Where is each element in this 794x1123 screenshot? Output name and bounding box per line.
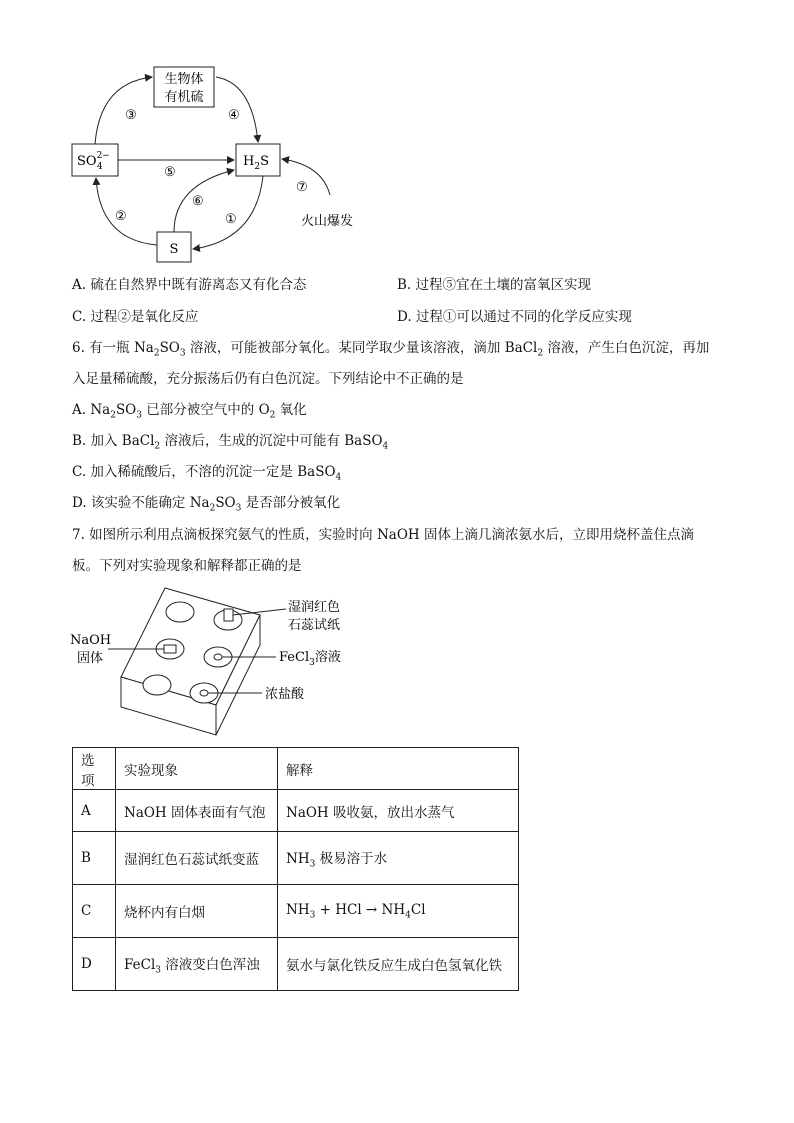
step3-label: ③ <box>125 108 137 123</box>
q5-option-d: D. 过程①可以通过不同的化学反应实现 <box>397 309 632 325</box>
q7-options-table <box>72 747 519 991</box>
step1-label: ① <box>225 212 237 227</box>
q6-option-b: B. 加入 BaCl$_2$ 溶液后，生成的沉淀中可能有 BaSO$_4$ <box>72 433 389 452</box>
step4-label: ④ <box>228 108 240 123</box>
q6-option-c: C. 加入稀硫酸后，不溶的沉淀一定是 BaSO$_4$ <box>72 464 342 483</box>
well-5 <box>143 675 171 695</box>
row-explanation: $NH_3$ + HCl → $NH_4Cl$ <box>278 885 519 938</box>
table-row <box>73 832 519 885</box>
row-explanation: 氨水与氯化铁反应生成白色氢氧化铁 <box>278 938 519 991</box>
step5-label: ⑤ <box>164 165 176 180</box>
litmus-label-line1: 湿润红色 <box>288 600 341 615</box>
litmus-paper <box>224 609 233 621</box>
sulfur-cycle-diagram <box>60 55 380 270</box>
step6-label: ⑥ <box>192 194 204 209</box>
hcl-label: 浓盐酸 <box>265 687 305 702</box>
row-explanation: $NH_3$ 极易溶于水 <box>278 832 519 885</box>
box-top-line1: 生物体 <box>164 72 204 87</box>
table-row <box>73 938 519 991</box>
step7-label: ⑦ <box>296 180 308 195</box>
row-phenomenon: NaOH 固体表面有气泡 <box>116 790 278 832</box>
q7-stem-line1: 7. 如图所示利用点滴板探究氨气的性质，实验时向 NaOH 固体上滴几滴浓氨水后，立即用烧杯盖住点滴 <box>72 527 694 543</box>
table-row <box>73 790 519 832</box>
spot-plate-diagram <box>60 585 380 743</box>
row-phenomenon: 烧杯内有白烟 <box>116 885 278 938</box>
litmus-label-line2: 石蕊试纸 <box>288 618 341 633</box>
arrow-step3 <box>95 77 152 144</box>
hcl-drop <box>200 690 208 696</box>
q6-option-a: A. $Na_2SO_3$ 已部分被空气中的 $O_2$ 氧化 <box>72 402 307 421</box>
row-option: A <box>73 790 116 832</box>
table-row <box>73 885 519 938</box>
table-header-row <box>73 748 519 790</box>
row-option: D <box>73 938 116 991</box>
q6-stem-line2: 入足量稀硫酸，充分振荡后仍有白色沉淀。下列结论中不正确的是 <box>72 371 464 387</box>
naoh-solid <box>164 645 176 653</box>
row-explanation: NaOH 吸收氨，放出水蒸气 <box>278 790 519 832</box>
step2-label: ② <box>115 209 127 224</box>
fecl3-drop <box>214 654 222 660</box>
q6-stem-line1: 6. 有一瓶 $Na_2SO_3$ 溶液，可能被部分氧化。某同学取少量该溶液，滴加 BaCl$_2$ 溶液，产生白色沉淀，再加 <box>72 340 710 359</box>
box-top-line2: 有机硫 <box>164 90 204 105</box>
naoh-label-line2: 固体 <box>77 651 104 666</box>
header-phenomenon: 实验现象 <box>116 748 278 790</box>
row-phenomenon: 湿润红色石蕊试纸变蓝 <box>116 832 278 885</box>
sulfur-label: S <box>169 242 179 257</box>
q5-option-a: A. 硫在自然界中既有游离态又有化合态 <box>72 277 307 293</box>
row-option: C <box>73 885 116 938</box>
sulfate-label: $SO^{2-}$ 4 <box>77 151 110 172</box>
header-option: 选项 <box>73 748 116 790</box>
naoh-label-line1: NaOH <box>70 633 112 648</box>
volcano-label: 火山爆发 <box>301 214 354 229</box>
q7-stem-line2: 板。下列对实验现象和解释都正确的是 <box>72 558 302 574</box>
h2s-label: $H_2S$ <box>243 154 269 172</box>
q5-option-c: C. 过程②是氧化反应 <box>72 309 199 325</box>
row-option: B <box>73 832 116 885</box>
well-1 <box>166 602 194 622</box>
header-explanation: 解释 <box>278 748 519 790</box>
row-phenomenon: FeCl$_3$ 溶液变白色浑浊 <box>116 938 278 991</box>
fecl3-label: FeCl$_3$溶液 <box>279 650 341 668</box>
q5-option-b: B. 过程⑤宜在土壤的富氧区实现 <box>397 277 592 293</box>
q6-option-d: D. 该实验不能确定 $Na_2SO_3$ 是否部分被氧化 <box>72 495 341 514</box>
